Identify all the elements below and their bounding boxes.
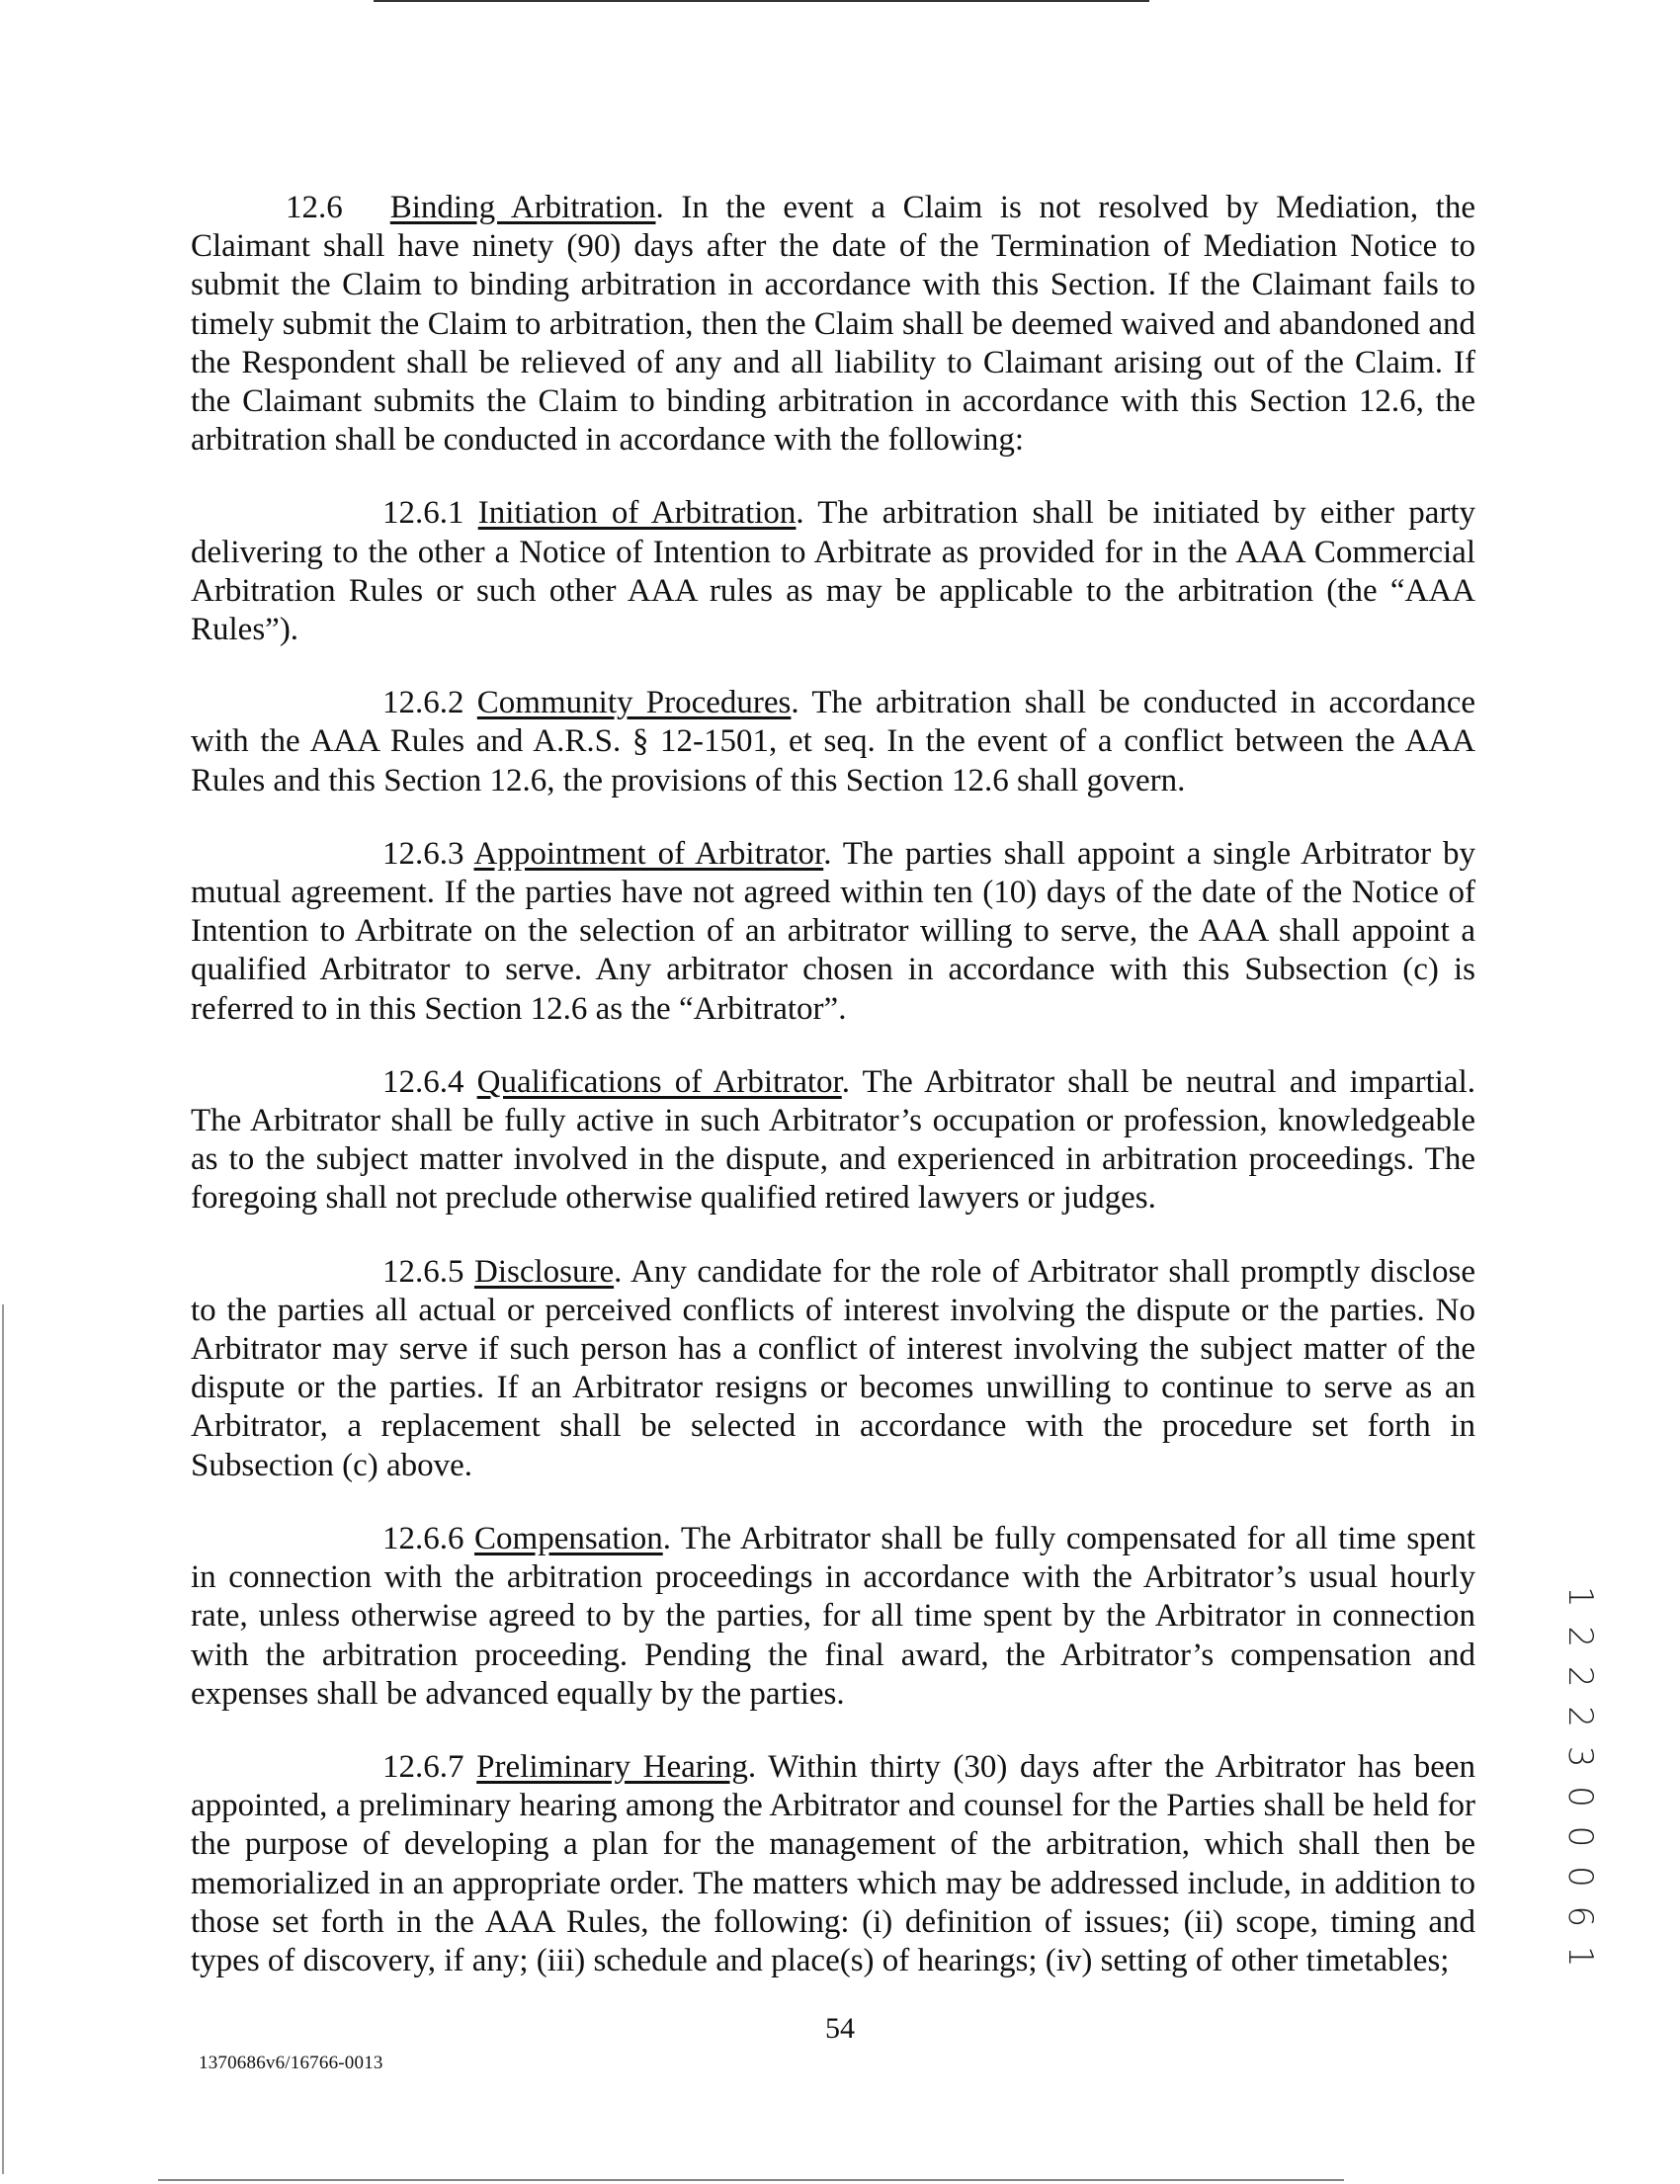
subsection-heading: Community Procedures — [476, 685, 792, 721]
subsection-text: . The Arbitrator shall be fully compensated for all time spent in connection with the arbitration proceedings in accordance with the Arbitrator’s usual hourly rate, unless otherwise agreed to by the parties, for all time spent by the Arbitrator in connection with the arbitration proceeding. Pending the final award, the Arbitrator’s compensation and expenses shall be advanced equally by the parties. — [191, 1520, 1476, 1712]
subsection-text: . The arbitration shall be conducted in accordance with the AAA Rules and A.R.S. § 12-1501, et seq. In the event of a conflict between the AAA Rules and this Section 12.6, the provisions of this Section 12.6 shall govern. — [191, 685, 1475, 798]
subsection-heading: Compensation — [474, 1520, 663, 1556]
bates-stamp — [1560, 1586, 1601, 1972]
subsection-12-6-5 — [191, 1253, 1475, 1485]
subsection-heading: Disclosure — [473, 1253, 615, 1290]
subsection-heading: Appointment of Arbitrator — [473, 835, 824, 872]
subsection-number: 12.6.6 — [382, 1520, 464, 1556]
subsection-heading: Qualifications of Arbitrator — [476, 1063, 842, 1100]
scan-line-bottom — [158, 2179, 1344, 2181]
subsection-12-6-7 — [191, 1748, 1475, 1980]
subsection-number: 12.6.3 — [382, 835, 464, 872]
subsection-text: . The parties shall appoint a single Arbitrator by mutual agreement. If the parties have not agreed within ten (10) days of the date of the Notice of Intention to Arbitrate on the selection of an arbitrator willing to serve, the AAA shall appoint a qualified Arbitrator to serve. Any arbitrator chosen in accordance with this Subsection (c) is referred to in this Section 12.6 as the “Arbitrator”. — [191, 835, 1475, 1027]
page-number: 54 — [825, 2012, 855, 2045]
section-12-6 — [191, 189, 1475, 460]
body-text — [191, 189, 1475, 2015]
subsection-text: . The Arbitrator shall be neutral and impartial. The Arbitrator shall be fully active in such Arbitrator’s occupation or profession, knowledgeable as to the subject matter involved in the dispute, and experienced in arbitration proceedings. The foregoing shall not preclude otherwise qualified retired lawyers or judges. — [191, 1063, 1475, 1217]
bates-number: 1 2 2 2 3 0 0 0 6 1 — [1560, 1586, 1600, 1972]
subsection-heading: Preliminary Hearing — [476, 1748, 748, 1785]
subsection-number: 12.6.4 — [382, 1063, 464, 1100]
subsection-text: . Any candidate for the role of Arbitrator shall promptly disclose to the parties all actual or perceived conflicts of interest involving the dispute or the parties. No Arbitrator may serve if such person has a conflict of interest involving the subject matter of the dispute or the parties. If an Arbitrator resigns or becomes unwilling to continue to serve as an Arbitrator, a replacement shall be selected in accordance with the procedure set forth in Subsection (c) above. — [191, 1253, 1475, 1483]
subsection-12-6-4 — [191, 1063, 1475, 1218]
subsection-heading: Initiation of Arbitration — [477, 495, 797, 532]
subsection-text: . Within thirty (30) days after the Arbitrator has been appointed, a preliminary hearing among the Arbitrator and counsel for the Parties shall be held for the purpose of developing a plan for the management of the arbitration, which shall then be memorialized in an appropriate order. The matters which may be addressed include, in addition to those set forth in the AAA Rules, the following: (i) definition of issues; (ii) scope, timing and types of discovery, if any; (iii) schedule and place(s) of hearings; (iv) setting of other timetables; — [191, 1748, 1475, 1978]
scan-line-top — [374, 0, 1149, 2]
document-id: 1370686v6/16766-0013 — [199, 2053, 383, 2073]
subsection-number: 12.6.1 — [382, 495, 464, 532]
subsection-number: 12.6.5 — [382, 1253, 464, 1290]
subsection-12-6-1 — [191, 494, 1475, 649]
subsection-number: 12.6.7 — [382, 1748, 464, 1785]
section-text: . In the event a Claim is not resolved by Mediation, the Claimant shall have ninety (90) days after the date of the Termination of Mediation Notice to submit the Claim to binding arbitration in accordance with this Section. If the Claimant fails to timely submit the Claim to arbitration, then the Claim shall be deemed waived and abandoned and the Respondent shall be relieved of any and all liability to Claimant arising out of the Claim. If the Claimant submits the Claim to binding arbitration in accordance with this Section 12.6, the arbitration shall be conducted in accordance with the following: — [191, 190, 1475, 459]
section-heading: Binding Arbitration — [389, 190, 656, 225]
subsection-12-6-6 — [191, 1520, 1475, 1714]
section-number: 12.6 — [286, 190, 343, 225]
subsection-number: 12.6.2 — [382, 685, 464, 721]
subsection-12-6-3 — [191, 835, 1475, 1029]
subsection-text: . The arbitration shall be initiated by either party delivering to the other a Notice of Intention to Arbitrate as provided for in the AAA Commercial Arbitration Rules or such other AAA rules as may be applicable to the arbitration (the “AAA Rules”). — [191, 495, 1476, 648]
subsection-12-6-2 — [191, 684, 1475, 800]
